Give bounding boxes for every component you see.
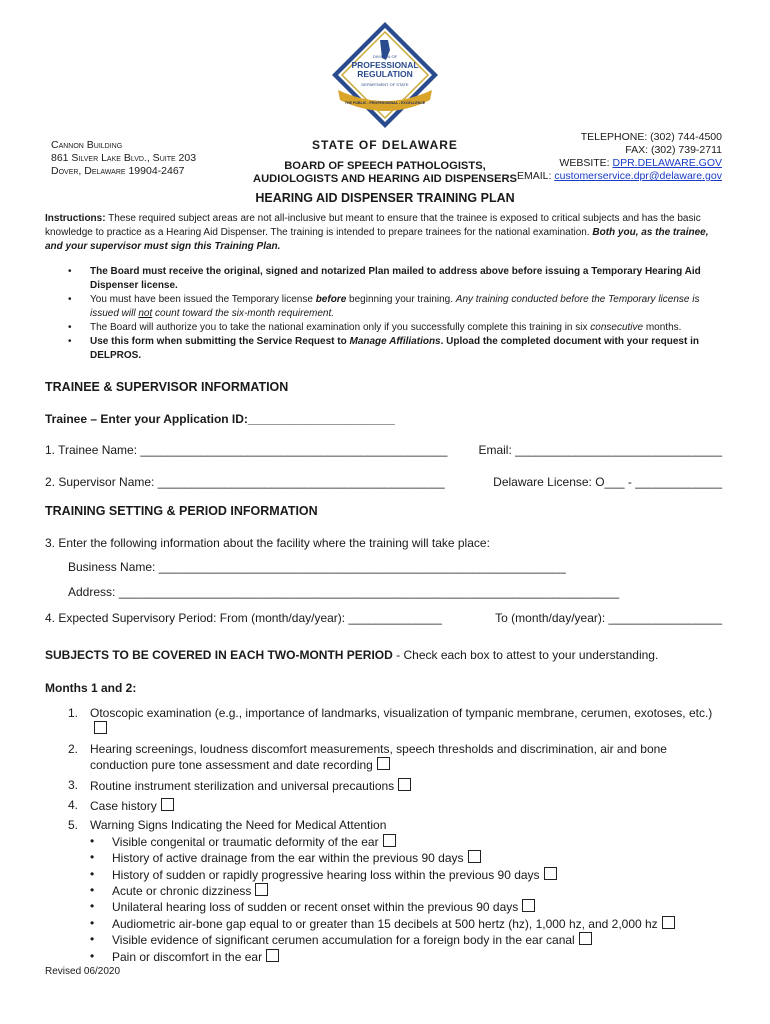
bullet-2-part: Any training conducted before the Temporary license is issued will [90, 294, 700, 319]
subject-text: Routine instrument sterilization and universal precautions [90, 778, 395, 793]
address-line-3: Dover, Delaware 19904-2467 [51, 165, 185, 177]
subjects-heading-tail: - Check each box to attest to your understanding. [392, 648, 659, 662]
checkbox[interactable] [266, 949, 279, 962]
checkbox[interactable] [94, 721, 107, 734]
bullet-4-part: . Upload the completed document with your request in DELPROS. [90, 336, 699, 361]
bullet-3-part: months. [643, 322, 682, 333]
checkbox[interactable] [662, 916, 675, 929]
warning-text: Audiometric air-bone gap equal to or greater than 15 decibels at 500 hertz (hz), 1,000 hz, and 2,000 hz [112, 916, 658, 931]
bullet-2-part: beginning your training. [346, 294, 456, 305]
fax: FAX: (302) 739-2711 [625, 144, 722, 156]
warning-signs-list [90, 834, 728, 965]
business-name-field[interactable]: Business Name: _____________________________________________________________ [68, 560, 566, 574]
division-of-professional-regulation-seal [330, 20, 440, 132]
subject-list [68, 706, 728, 965]
subject-text: Warning Signs Indicating the Need for Medical Attention [90, 818, 387, 833]
subject-text: Case history [90, 799, 157, 814]
subject-number: 2. [68, 741, 79, 756]
bullet-2-part: before [315, 294, 347, 305]
instructions-text: These required subject areas are not all-inclusive but meant to ensure that the trainee is exposed to critical subjects and has the basic knowledge to practice as a Hearing Aid Dispenser. The training is intended to prepare trainees for the national examination. [45, 213, 701, 238]
warning-item [90, 867, 728, 883]
checkbox[interactable] [255, 883, 268, 896]
email-row [517, 170, 722, 183]
subject-number: 4. [68, 798, 79, 813]
website-label: WEBSITE: [559, 157, 613, 169]
bullet-3-part: The Board will authorize you to take the national examination only if you successfully complete this training in six [90, 322, 591, 333]
checkbox[interactable] [579, 932, 592, 945]
bullet-3-part: consecutive [590, 322, 644, 333]
bullet-2-part: count toward the six-month requirement. [152, 308, 335, 319]
instructions-label: Instructions: [45, 213, 106, 224]
supervisor-name-field[interactable]: 2. Supervisor Name: ___________________________________________ [45, 475, 445, 489]
subject-item [68, 742, 728, 774]
checkbox[interactable] [544, 867, 557, 880]
subject-item [68, 706, 728, 738]
email-link[interactable]: customerservice.dpr@delaware.gov [554, 170, 722, 182]
warning-text: Unilateral hearing loss of sudden or recent onset within the previous 90 days [112, 900, 519, 915]
seal-main-2: REGULATION [357, 69, 413, 79]
warning-item [90, 883, 728, 899]
instructions [45, 212, 728, 254]
bullet-4-part: Manage Affiliations [349, 336, 441, 347]
website-link[interactable]: DPR.DELAWARE.GOV [612, 157, 722, 169]
facility-question: 3. Enter the following information about the facility where the training will take place: [45, 536, 490, 550]
months-heading: Months 1 and 2: [45, 681, 137, 695]
checkbox[interactable] [398, 778, 411, 791]
delaware-license-field[interactable]: Delaware License: O___ - _____________ [493, 475, 722, 489]
warning-text: Acute or chronic dizziness [112, 884, 252, 899]
trainee-name-field[interactable]: 1. Trainee Name: ______________________________________________ [45, 443, 448, 457]
checkbox[interactable] [522, 899, 535, 912]
warning-text: Visible congenital or traumatic deformity of the ear [112, 834, 379, 849]
subject-number: 3. [68, 777, 79, 792]
checkbox[interactable] [383, 834, 396, 847]
document-title: HEARING AID DISPENSER TRAINING PLAN [255, 191, 515, 205]
instruction-bullets [68, 265, 728, 363]
board-line-1: BOARD OF SPEECH PATHOLOGISTS, [284, 160, 486, 172]
state-heading: STATE OF DELAWARE [312, 138, 458, 152]
address-line-1: Cannon Building [51, 139, 123, 151]
warning-item [90, 850, 728, 866]
bullet-4-part: Use this form when submitting the Service Request to [90, 336, 350, 347]
telephone: TELEPHONE: (302) 744-4500 [580, 131, 722, 143]
address-field[interactable]: Address: ___________________________________________________________________________ [68, 585, 620, 599]
revision-date: Revised 06/2020 [45, 966, 121, 977]
warning-item [90, 932, 728, 948]
warning-item [90, 916, 728, 932]
bullet-2-part: not [138, 308, 153, 319]
subject-number: 5. [68, 818, 79, 833]
instructions-emphasis: Both you, as the trainee, and your supervisor must sign this Training Plan. [45, 227, 709, 252]
office-address [51, 139, 196, 178]
address-line-2: 861 Silver Lake Blvd., Suite 203 [51, 152, 197, 164]
warning-text: Pain or discomfort in the ear [112, 949, 263, 964]
supervisory-period-to-field[interactable]: To (month/day/year): _________________ [495, 611, 722, 625]
contact-block [517, 131, 722, 183]
warning-item [90, 834, 728, 850]
checkbox[interactable] [377, 757, 390, 770]
application-id-field[interactable]: Trainee – Enter your Application ID:______________________ [45, 412, 395, 426]
subject-text: Otoscopic examination (e.g., importance of landmarks, visualization of tympanic membrane, cerumen, exotoses, etc.) [90, 706, 713, 720]
warning-item [90, 949, 728, 965]
bullet-2-part: You must have been issued the Temporary license [90, 294, 316, 305]
bullet-1: The Board must receive the original, signed and notarized Plan mailed to address above before issuing a Temporary Hearing Aid Dispenser license. [90, 266, 701, 291]
warning-text: History of active drainage from the ear within the previous 90 days [112, 851, 464, 866]
subjects-heading [45, 648, 658, 662]
trainee-section-heading: TRAINEE & SUPERVISOR INFORMATION [45, 380, 289, 394]
bullet-item [68, 335, 728, 363]
subject-item [68, 818, 728, 965]
seal-ribbon: THE PUBLIC - PROFESSIONAL - EXCELLENCE [344, 101, 426, 105]
trainee-email-field[interactable]: Email: _______________________________ [478, 443, 722, 457]
bullet-item [68, 293, 728, 321]
warning-text: History of sudden or rapidly progressive hearing loss within the previous 90 days [112, 867, 540, 882]
board-heading [220, 160, 550, 186]
seal-dept: DEPARTMENT OF STATE [361, 82, 409, 87]
subject-text: Hearing screenings, loudness discomfort measurements, speech thresholds and discrimination, air and bone conduction pure tone assessment and date recording [90, 741, 667, 773]
email-label: EMAIL: [516, 170, 555, 182]
warning-text: Visible evidence of significant cerumen accumulation for a foreign body in the ear canal [112, 933, 575, 948]
supervisory-period-from-field[interactable]: 4. Expected Supervisory Period: From (month/day/year): ______________ [45, 611, 442, 625]
checkbox[interactable] [468, 850, 481, 863]
bullet-item [68, 321, 728, 335]
website-row [517, 157, 722, 170]
board-line-2: AUDIOLOGISTS AND HEARING AID DISPENSERS [253, 173, 517, 185]
setting-section-heading: TRAINING SETTING & PERIOD INFORMATION [45, 504, 318, 518]
seal-main-1: PROFESSIONAL [351, 60, 419, 70]
warning-item [90, 899, 728, 915]
subject-item [68, 798, 728, 814]
subject-item [68, 778, 728, 794]
subject-number: 1. [68, 706, 79, 720]
checkbox[interactable] [161, 798, 174, 811]
seal-top-text: DIVISION OF [372, 54, 398, 59]
subjects-heading-bold: SUBJECTS TO BE COVERED IN EACH TWO-MONTH PERIOD [45, 648, 393, 662]
bullet-item [68, 265, 728, 293]
